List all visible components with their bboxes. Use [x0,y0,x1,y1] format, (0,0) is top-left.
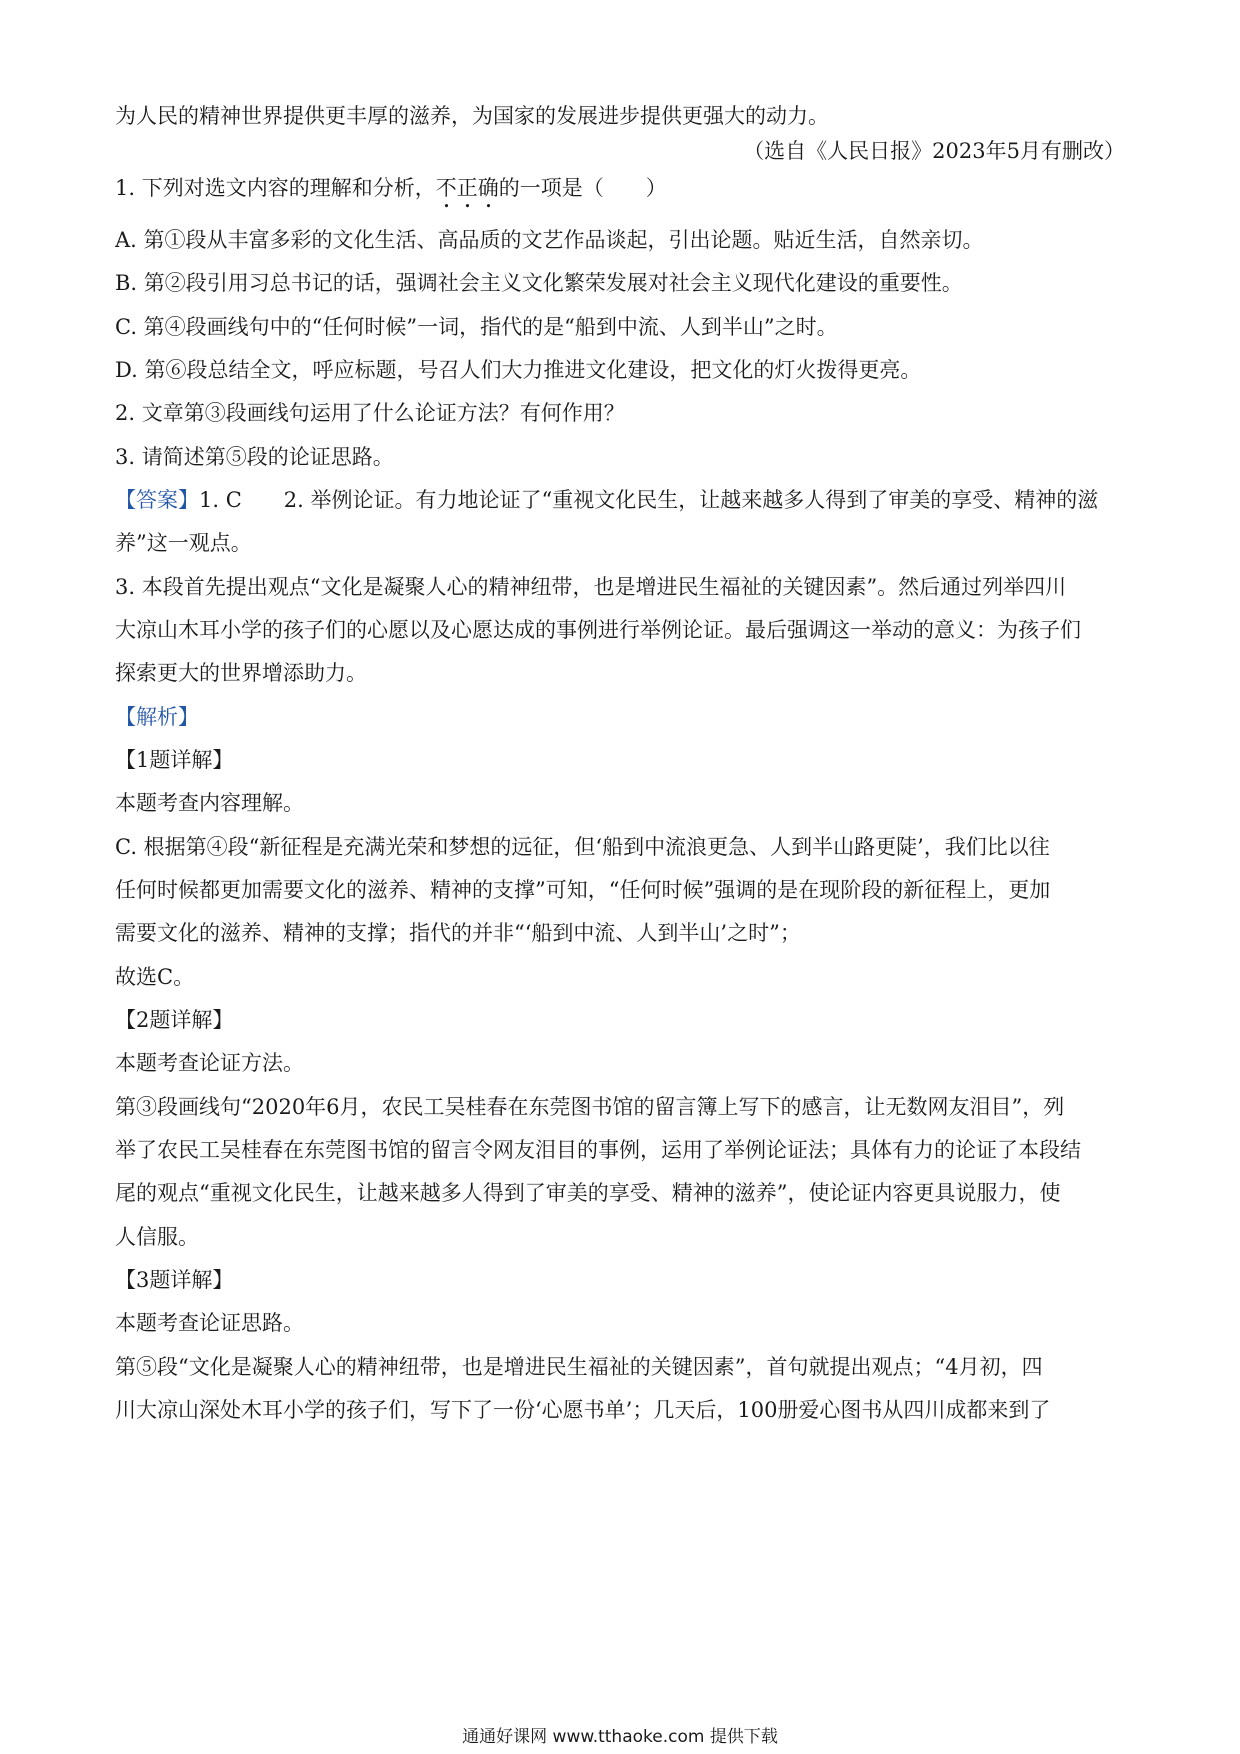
text-line: 第③段画线句“2020年6月，农民工吴桂春在东莞图书馆的留言簿上写下的感言，让无数网友泪目”，列 [115,1095,1065,1119]
text-line: 本题考查论证思路。 [115,1311,304,1335]
text-line: 尾的观点“重视文化民生，让越来越多人得到了审美的享受、精神的滋养”，使论证内容更具说服力，使 [115,1181,1061,1205]
option-a: A. 第①段从丰富多彩的文化生活、高品质的文艺作品谈起，引出论题。贴近生活，自然亲切。 [115,228,984,252]
question-1 [115,174,1125,213]
answer-line: 探索更大的世界增添助力。 [115,661,367,685]
section-heading: 【2题详解】 [115,1008,234,1032]
text-line: 本题考查内容理解。 [115,791,304,815]
answer-line: 大凉山木耳小学的孩子们的心愿以及心愿达成的事例进行举例论证。最后强调这一举动的意义：为孩子们 [115,618,1081,642]
text-line: C. 根据第④段“新征程是充满光荣和梦想的远征，但‘船到中流浪更急、人到半山路更陡’，我们比以往 [115,835,1050,859]
answer-tag: 【答案】 [115,488,199,512]
text-line: 第⑤段“文化是凝聚人心的精神纽带，也是增进民生福祉的关键因素”，首句就提出观点；“4月初，四 [115,1355,1043,1379]
text-line: 举了农民工吴桂春在东莞图书馆的留言令网友泪目的事例，运用了举例论证法；具体有力的论证了本段结 [115,1138,1081,1162]
text-line: 本题考查论证方法。 [115,1051,304,1075]
question-2: 2. 文章第③段画线句运用了什么论证方法？有何作用？ [115,401,625,425]
emphasis-text: 不正确 [435,176,499,200]
option-b: B. 第②段引用习总书记的话，强调社会主义文化繁荣发展对社会主义现代化建设的重要性。 [115,271,963,295]
question-1-text: 1. 下列对选文内容的理解和分析， [115,176,436,200]
text-line: 故选C。 [115,965,195,989]
text-line: 人信服。 [115,1225,199,1249]
answer-line: 养”这一观点。 [115,531,252,555]
answer-text: 1. C 2. 举例论证。有力地论证了“重视文化民生，让越来越多人得到了审美的享受、精神的滋 [199,488,1099,512]
option-d: D. 第⑥段总结全文，呼应标题，号召人们大力推进文化建设，把文化的灯火拨得更亮。 [115,358,922,382]
text-line: 为人民的精神世界提供更丰厚的滋养，为国家的发展进步提供更强大的动力。 [115,104,829,128]
answer-line [115,486,1125,514]
source-citation: （选自《人民日报》2023年5月有删改） [743,139,1125,163]
text-line: 川大凉山深处木耳小学的孩子们，写下了一份‘心愿书单’；几天后，100册爱心图书从四川成都来到了 [115,1398,1051,1422]
analysis-tag: 【解析】 [115,705,199,729]
text-line: 任何时候都更加需要文化的滋养、精神的支撑”可知，“任何时候”强调的是在现阶段的新征程上，更加 [115,878,1051,902]
page-footer: 通通好课网 www.tthaoke.com 提供下载 [462,1727,778,1747]
text-line: 需要文化的滋养、精神的支撑；指代的并非“‘船到中流、人到半山’之时”； [115,921,801,945]
section-heading: 【1题详解】 [115,748,234,772]
option-c: C. 第④段画线句中的“任何时候”一词，指代的是“船到中流、人到半山”之时。 [115,315,838,339]
question-1-text-end: 的一项是（ ） [498,176,667,200]
answer-line: 3. 本段首先提出观点“文化是凝聚人心的精神纽带，也是增进民生福祉的关键因素”。然后通过列举四川 [115,575,1067,599]
section-heading: 【3题详解】 [115,1268,234,1292]
question-3: 3. 请简述第⑤段的论证思路。 [115,445,394,469]
